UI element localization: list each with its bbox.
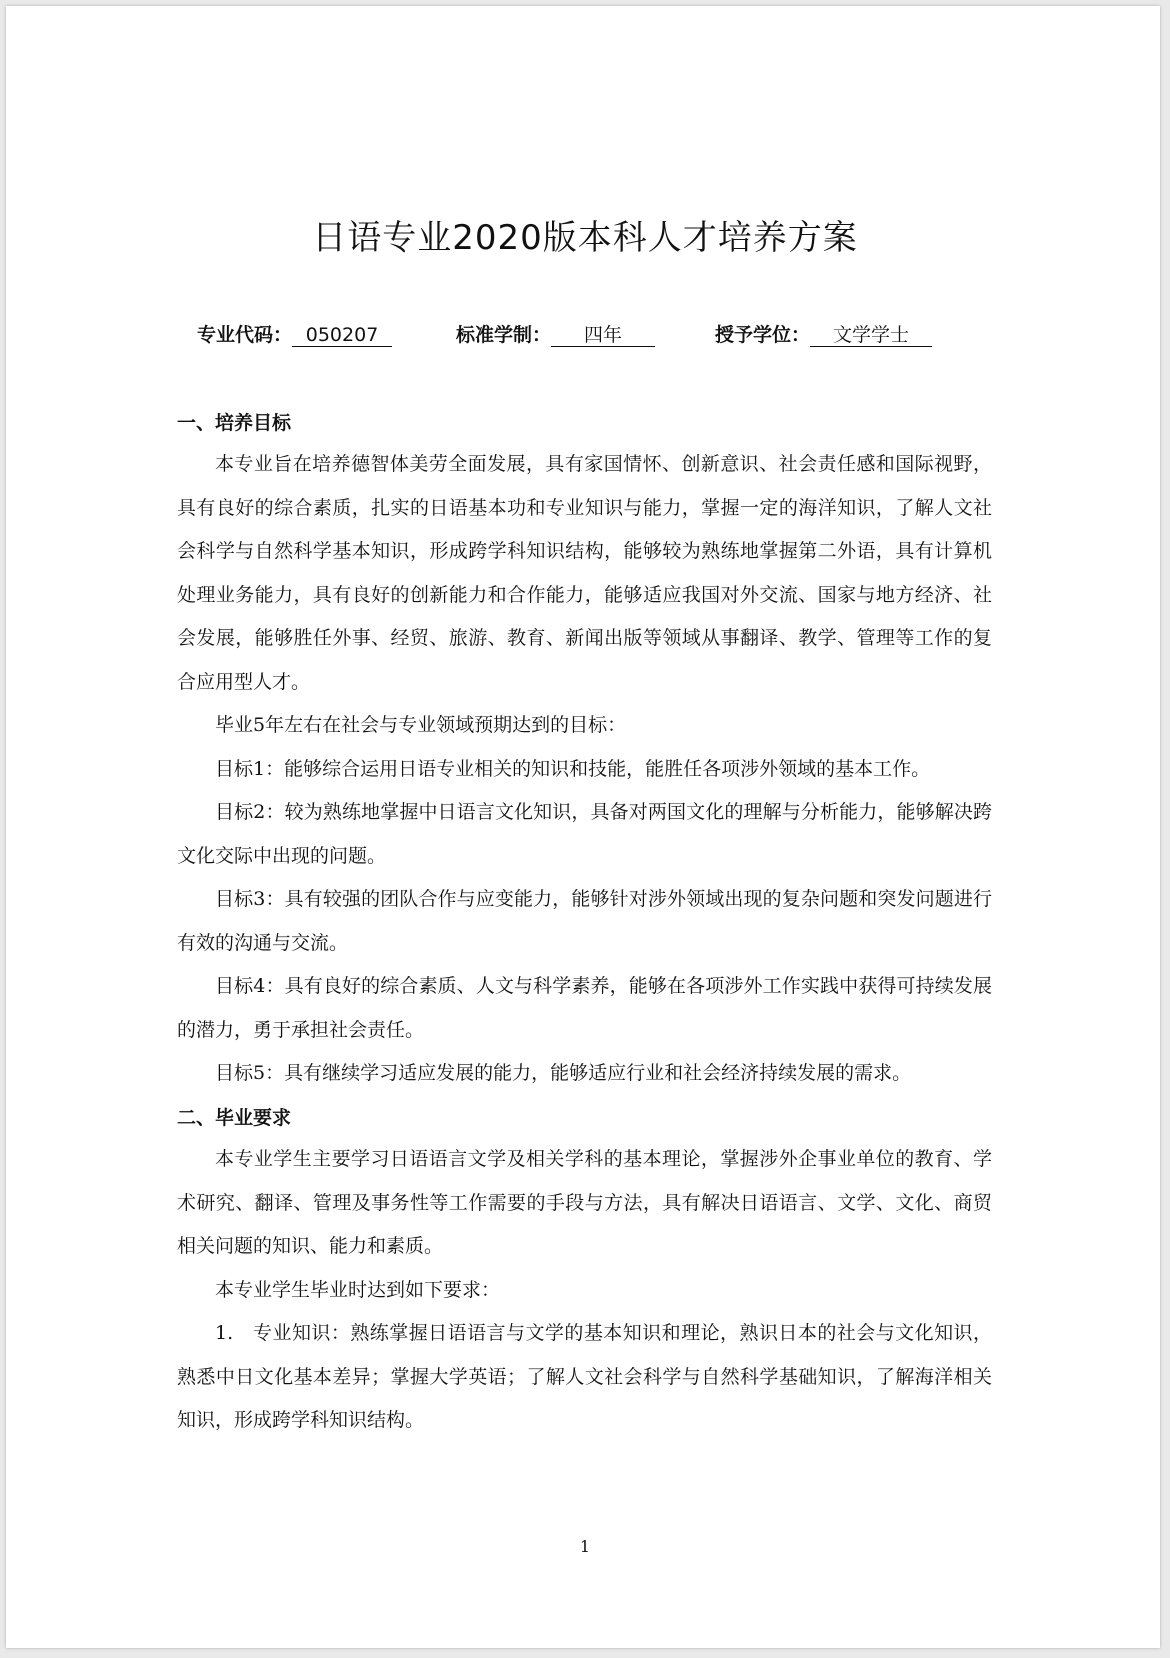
degree-label: 授予学位： [715,324,811,346]
major-code-label: 专业代码： [197,324,293,346]
section-requirements-body [177,1138,992,1443]
goal-4: 目标4：具有良好的综合素质、人文与科学素养，能够在各项涉外工作实践中获得可持续发展的潜力，勇于承担社会责任。 [177,975,992,1041]
study-duration [456,320,655,347]
requirements-intro: 本专业学生主要学习日语语言文学及相关学科的基本理论，掌握涉外企事业单位的教育、学术研究、翻译、管理及事务性等工作需要的手段与方法，具有解决日语语言、文学、文化、商贸相关问题的知识、能力和素质。 [177,1148,992,1257]
requirement-1: 1. 专业知识：熟练掌握日语语言与文学的基本知识和理论，熟识日本的社会与文化知识，熟悉中日文化基本差异；掌握大学英语；了解人文社会科学与自然科学基础知识，了解海洋相关知识，形成跨学科知识结构。 [177,1322,992,1431]
degree-value: 文学学士 [810,324,932,347]
goal-1: 目标1：能够综合运用日语专业相关的知识和技能，能胜任各项涉外领域的基本工作。 [215,757,931,780]
section-heading-objectives: 一、培养目标 [177,412,292,434]
goal-5: 目标5：具有继续学习适应发展的能力，能够适应行业和社会经济持续发展的需求。 [215,1062,912,1084]
page-number: 1 [579,1537,591,1556]
major-code [197,320,392,347]
objectives-intro: 本专业旨在培养德智体美劳全面发展，具有家国情怀、创新意识、社会责任感和国际视野，具有良好的综合素质，扎实的日语基本功和专业知识与能力，掌握一定的海洋知识，了解人文社会科学与自然科学基本知识，形成跨学科知识结构，能够较为熟练地掌握第二外语，具有计算机处理业务能力，具有良好的创新能力和合作能力，能够适应我国对外交流、国家与地方经济、社会发展，能够胜任外事、经贸、旅游、教育、新闻出版等领域从事翻译、教学、管理等工作的复合应用型人才。 [177,453,992,693]
section-objectives-body [177,443,992,1096]
study-duration-value: 四年 [551,324,655,347]
study-duration-label: 标准学制： [456,324,552,346]
major-code-value: 050207 [292,324,392,347]
document-title: 日语专业2020版本科人才培养方案 [312,218,858,258]
section-heading-requirements: 二、毕业要求 [177,1107,292,1129]
goals-intro: 毕业5年左右在社会与专业领域预期达到的目标： [215,714,627,736]
requirements-list-intro: 本专业学生毕业时达到如下要求： [215,1278,501,1301]
degree [715,320,932,347]
goal-2: 目标2：较为熟练地掌握中日语言文化知识，具备对两国文化的理解与分析能力，能够解决跨文化交际中出现的问题。 [177,801,992,867]
goal-3: 目标3：具有较强的团队合作与应变能力，能够针对涉外领域出现的复杂问题和突发问题进行有效的沟通与交流。 [177,888,992,954]
